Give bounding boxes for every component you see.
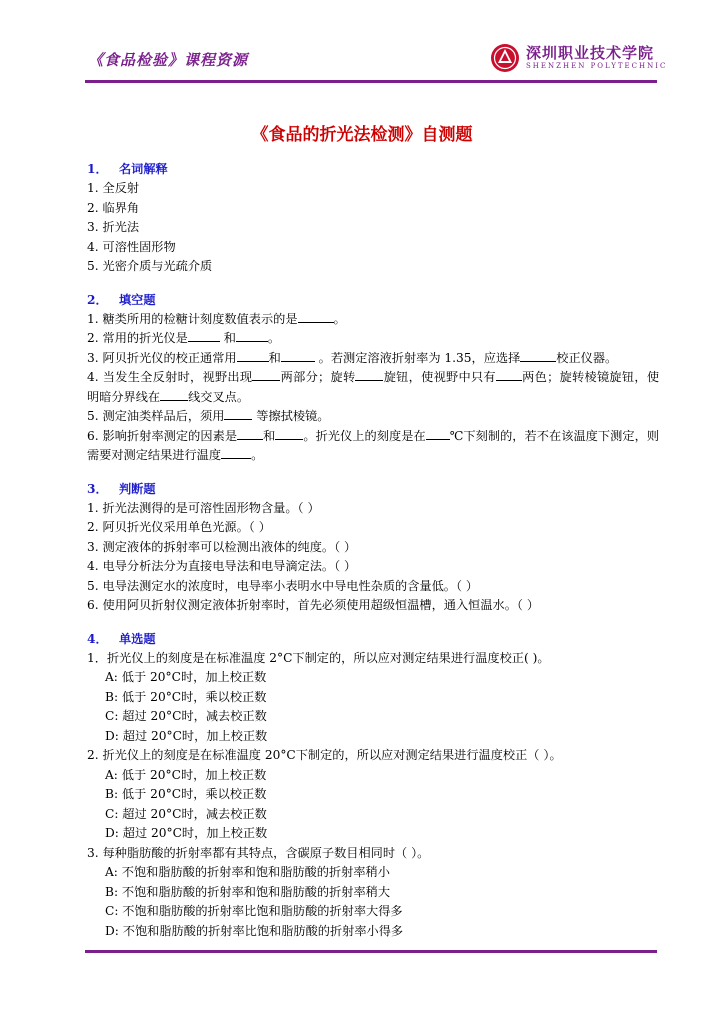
document-body — [87, 160, 659, 941]
fill-question: 1. 糖类所用的检糖计刻度数值表示的是 。 — [87, 311, 346, 326]
option: B: 不饱和脂肪酸的折射率和饱和脂肪酸的折射率稍大 — [105, 884, 391, 899]
list-item: 5. 电导法测定水的浓度时，电导率小表明水中导电性杂质的含量低。（ ） — [87, 578, 479, 593]
option: D: 超过 20°C时，加上校正数 — [105, 826, 268, 840]
fill-question: 6. 影响折射率测定的因素是 和 。折光仪上的刻度是在 ℃下刻制的，若不在该温度下测定，则需要对测定结果进行温度 。 — [87, 428, 660, 462]
option: D: 超过 20°C时，加上校正数 — [105, 728, 268, 743]
option: B: 低于 20°C时，乘以校正数 — [105, 787, 267, 801]
option: C: 超过 20°C时，减去校正数 — [105, 709, 267, 723]
fill-question: 2. 常用的折光仪是 和 。 — [87, 331, 281, 345]
school-logo — [490, 41, 667, 75]
list-item: 5. 光密介质与光疏介质 — [87, 259, 213, 273]
list-item: 2. 临界角 — [87, 200, 140, 215]
section-heading: 1． 名词解释 — [87, 162, 168, 176]
option: B: 低于 20°C时，乘以校正数 — [105, 689, 267, 704]
question-stem: 2. 折光仪上的刻度是在标准温度 20°C下制定的，所以应对测定结果进行温度校正（ ）。 — [87, 748, 562, 762]
school-seal-icon — [490, 43, 520, 73]
fill-question: 4. 当发生全反射时，视野出现 两部分；旋转 旋钮，使视野中只有 两色；旋转棱镜旋钮，使明暗分界线在 线交叉点。 — [87, 370, 660, 404]
list-item: 4. 电导分析法分为直接电导法和电导滴定法。（ ） — [87, 559, 357, 573]
document-title: 《食品的折光法检测》自测题 — [251, 125, 473, 145]
school-name-cn: 深圳职业技术学院 — [526, 44, 655, 62]
footer-rule — [85, 950, 657, 953]
school-name-en: SHENZHEN POLYTECHNIC — [526, 62, 668, 70]
option: D: 不饱和脂肪酸的折射率比饱和脂肪酸的折射率小得多 — [105, 923, 404, 938]
option: A: 低于 20°C时，加上校正数 — [105, 767, 267, 782]
question-stem: 3. 每种脂肪酸的折射率都有其特点，含碳原子数目相同时（ ）。 — [87, 845, 430, 860]
course-title: 《食品检验》课程资源 — [88, 51, 249, 69]
list-item: 2. 阿贝折光仪采用单色光源。（ ） — [87, 520, 271, 534]
fill-question: 3. 阿贝折光仪的校正通常用 和 。若测定溶液折射率为 1.35，应选择 校正仪器。 — [87, 350, 618, 365]
question-stem: 1．折光仪上的刻度是在标准温度 2°C下制定的，所以应对测定结果进行温度校正( )。 — [87, 650, 550, 665]
option: A: 不饱和脂肪酸的折射率和饱和脂肪酸的折射率稍小 — [105, 865, 390, 879]
list-item: 6. 使用阿贝折射仪测定液体折射率时，首先必须使用超级恒温槽，通入恒温水。（ ） — [87, 598, 540, 612]
section-heading: 3． 判断题 — [87, 481, 156, 496]
option: C: 不饱和脂肪酸的折射率比饱和脂肪酸的折射率大得多 — [105, 904, 403, 918]
list-item: 4. 可溶性固形物 — [87, 239, 176, 254]
list-item: 3. 测定液体的拆射率可以检测出液体的纯度。（ ） — [87, 539, 357, 554]
section-heading: 4． 单选题 — [87, 631, 156, 646]
option: A: 低于 20°C时，加上校正数 — [105, 670, 267, 684]
list-item: 1. 折光法测得的是可溶性固形物含量。（ ） — [87, 500, 320, 515]
option: C: 超过 20°C时，减去校正数 — [105, 806, 267, 821]
list-item: 3. 折光法 — [87, 220, 140, 234]
header-rule — [85, 80, 657, 83]
list-item: 1. 全反射 — [87, 181, 140, 195]
section-heading: 2． 填空题 — [87, 292, 156, 307]
fill-question: 5. 测定油类样品后，须用 等擦拭棱镜。 — [87, 409, 330, 423]
